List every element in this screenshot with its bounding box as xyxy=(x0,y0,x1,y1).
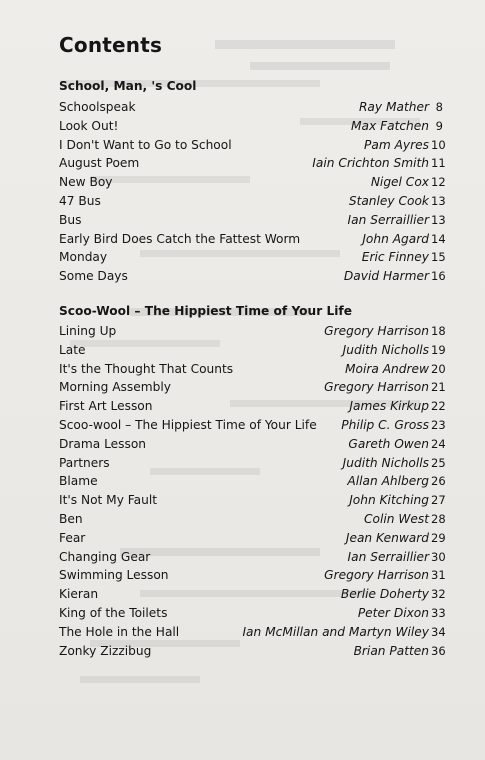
entry-page-number: 29 xyxy=(431,530,446,545)
contents-entry xyxy=(59,322,446,340)
entry-page-number: 15 xyxy=(431,250,446,265)
entry-title: Partners xyxy=(59,455,110,470)
entry-page-number: 9 xyxy=(435,118,443,133)
entry-title: Swimming Lesson xyxy=(59,568,169,583)
entry-title: Morning Assembly xyxy=(59,380,171,395)
entry-title: Changing Gear xyxy=(59,549,151,564)
entry-title: 47 Bus xyxy=(59,194,101,208)
entry-title: August Poem xyxy=(59,156,140,171)
entry-title: Zonky Zizzibug xyxy=(59,643,152,658)
contents-entry xyxy=(59,136,446,154)
entry-author: Ian Serraillier xyxy=(347,549,429,564)
entry-page-number: 19 xyxy=(431,342,446,357)
contents-entry xyxy=(59,98,443,116)
entry-page-number: 27 xyxy=(431,493,446,508)
entry-author: Berlie Doherty xyxy=(340,587,429,602)
contents-entry xyxy=(59,416,446,434)
contents-entry xyxy=(59,360,446,378)
contents-entry xyxy=(59,491,446,509)
entry-page-number: 36 xyxy=(431,643,446,658)
contents-entry xyxy=(59,529,446,547)
entry-author: Ray Mather xyxy=(358,100,429,114)
entry-author: Moira Andrew xyxy=(345,361,429,376)
entry-author: Gregory Harrison xyxy=(324,380,429,395)
contents-entry xyxy=(59,378,446,396)
entry-author: Colin West xyxy=(363,512,429,526)
entry-page-number: 30 xyxy=(431,549,446,564)
entry-title: It's the Thought That Counts xyxy=(59,361,234,376)
entry-title: Look Out! xyxy=(59,118,119,133)
entry-title: Early Bird Does Catch the Fattest Worm xyxy=(59,231,301,246)
entry-page-number: 22 xyxy=(431,399,446,414)
contents-entry xyxy=(59,454,446,472)
entry-page-number: 12 xyxy=(431,175,446,190)
contents-entry xyxy=(59,397,446,415)
entry-title: Some Days xyxy=(59,269,128,284)
entry-author: Philip C. Gross xyxy=(341,418,429,432)
entry-page-number: 25 xyxy=(431,455,446,470)
entry-author: Jean Kenward xyxy=(345,530,429,545)
entry-author: Eric Finney xyxy=(361,250,429,265)
entry-title: Scoo-wool – The Hippiest Time of Your Life xyxy=(59,418,317,432)
entry-title: Ben xyxy=(59,512,83,526)
entry-author: James Kirkup xyxy=(349,399,429,414)
entry-title: New Boy xyxy=(59,175,113,190)
section-heading: Scoo-Wool – The Hippiest Time of Your Life xyxy=(59,304,352,318)
entry-author: Allan Ahlberg xyxy=(347,474,429,489)
entry-title: Blame xyxy=(59,474,98,489)
contents-entry xyxy=(59,435,446,453)
entry-title: First Art Lesson xyxy=(59,399,153,414)
entry-author: Iain Crichton Smith xyxy=(312,156,429,171)
entry-title: King of the Toilets xyxy=(59,606,168,620)
contents-entry xyxy=(59,154,446,172)
entry-page-number: 20 xyxy=(431,361,446,376)
contents-entry xyxy=(59,192,446,210)
contents-entry xyxy=(59,117,443,135)
contents-entry xyxy=(59,267,446,285)
entry-page-number: 32 xyxy=(431,587,446,602)
page-title: Contents xyxy=(59,33,163,57)
entry-title: Lining Up xyxy=(59,324,117,338)
contents-entry xyxy=(59,548,446,566)
entry-author: Gareth Owen xyxy=(348,436,429,451)
entry-title: Monday xyxy=(59,250,108,265)
entry-author: John Kitching xyxy=(349,493,429,508)
contents-entry xyxy=(59,173,446,191)
entry-title: It's Not My Fault xyxy=(59,493,158,508)
entry-author: Peter Dixon xyxy=(357,606,429,620)
entry-page-number: 11 xyxy=(431,156,446,171)
contents-entry xyxy=(59,566,446,584)
entry-author: Max Fatchen xyxy=(351,118,429,133)
entry-author: Brian Patten xyxy=(353,643,429,658)
entry-author: John Agard xyxy=(362,231,429,246)
contents-entry xyxy=(59,642,446,660)
entry-title: Bus xyxy=(59,212,82,227)
entry-author: David Harmer xyxy=(343,269,429,284)
contents-entry xyxy=(59,341,446,359)
contents-entry xyxy=(59,248,446,266)
contents-entry xyxy=(59,604,446,622)
contents-entry xyxy=(59,585,446,603)
entry-page-number: 28 xyxy=(431,512,446,526)
entry-title: Late xyxy=(59,342,86,357)
entry-page-number: 10 xyxy=(431,137,446,152)
entry-page-number: 14 xyxy=(431,231,446,246)
entry-page-number: 33 xyxy=(431,606,446,620)
entry-author: Judith Nicholls xyxy=(342,342,429,357)
entry-author: Stanley Cook xyxy=(348,194,429,208)
entry-author: Nigel Cox xyxy=(370,175,429,190)
entry-page-number: 8 xyxy=(435,100,443,114)
entry-title: I Don't Want to Go to School xyxy=(59,137,232,152)
entry-page-number: 34 xyxy=(431,624,446,639)
contents-entry xyxy=(59,623,446,641)
contents-entry xyxy=(59,230,446,248)
entry-author: Ian Serraillier xyxy=(347,212,429,227)
entry-author: Ian McMillan and Martyn Wiley xyxy=(242,624,429,639)
entry-page-number: 26 xyxy=(431,474,446,489)
entry-title: Kieran xyxy=(59,587,99,602)
entry-title: Schoolspeak xyxy=(59,100,136,114)
contents-entry xyxy=(59,472,446,490)
entry-page-number: 21 xyxy=(431,380,446,395)
entry-author: Gregory Harrison xyxy=(324,324,429,338)
entry-author: Gregory Harrison xyxy=(324,568,429,583)
contents-entry xyxy=(59,211,446,229)
entry-title: Drama Lesson xyxy=(59,436,147,451)
entry-author: Pam Ayres xyxy=(364,137,429,152)
entry-page-number: 24 xyxy=(431,436,446,451)
entry-page-number: 31 xyxy=(431,568,446,583)
entry-page-number: 16 xyxy=(431,269,446,284)
entry-page-number: 13 xyxy=(431,212,446,227)
entry-page-number: 18 xyxy=(431,324,446,338)
section-heading: School, Man, 's Cool xyxy=(59,79,197,93)
entry-title: Fear xyxy=(59,530,86,545)
entry-page-number: 23 xyxy=(431,418,446,432)
contents-entry xyxy=(59,510,446,528)
entry-author: Judith Nicholls xyxy=(342,455,429,470)
entry-title: The Hole in the Hall xyxy=(59,624,180,639)
entry-page-number: 13 xyxy=(431,194,446,208)
